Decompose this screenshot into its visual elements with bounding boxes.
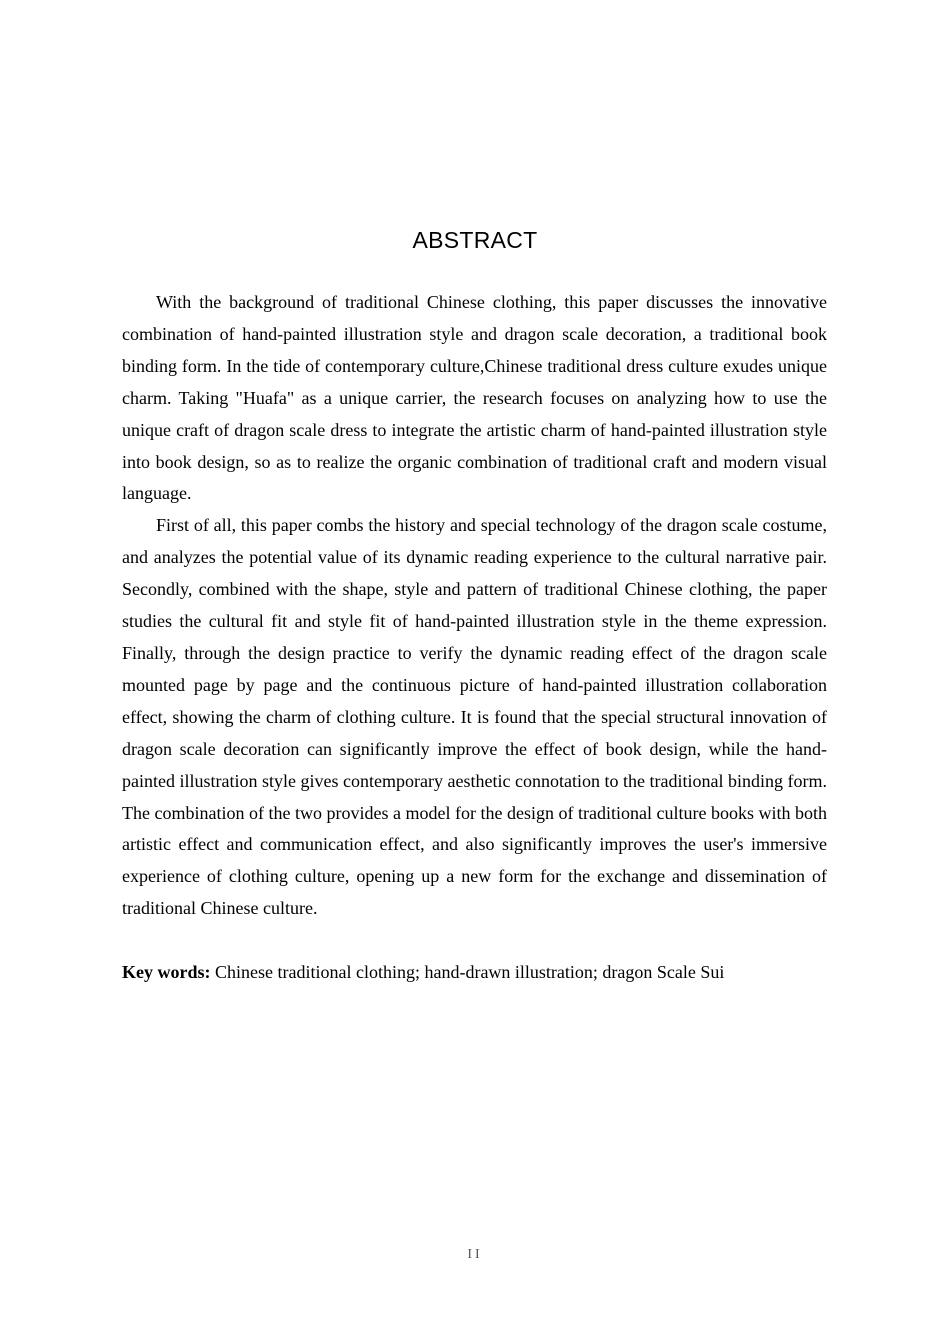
keywords-line: [122, 957, 827, 988]
abstract-paragraph-1: With the background of traditional Chinese clothing, this paper discusses the innovative combination of hand-painted illustration style and dragon scale decoration, a traditional book binding form. In the tide of contemporary culture,Chinese traditional dress culture exudes unique charm. Taking "Huafa" as a unique carrier, the research focuses on analyzing how to use the unique craft of dragon scale dress to integrate the artistic charm of hand-painted illustration style into book design, so as to realize the organic combination of traditional craft and modern visual language.: [122, 292, 827, 504]
page-number: II: [467, 1247, 483, 1262]
abstract-title: ABSTRACT: [412, 227, 538, 253]
abstract-body: [122, 287, 827, 925]
abstract-paragraph-2: First of all, this paper combs the history and special technology of the dragon scale costume, and analyzes the potential value of its dynamic reading experience to the cultural narrative pair. Secondly, combined with the shape, style and pattern of traditional Chinese clothing, the paper studies the cultural fit and style fit of hand-painted illustration style in the theme expression. Finally, through the design practice to verify the dynamic reading effect of the dragon scale mounted page by page and the continuous picture of hand-painted illustration collaboration effect, showing the charm of clothing culture. It is found that the special structural innovation of dragon scale decoration can significantly improve the effect of book design, while the hand-painted illustration style gives contemporary aesthetic connotation to the traditional binding form. The combination of the two provides a model for the design of traditional culture books with both artistic effect and communication effect, and also significantly improves the user's immersive experience of clothing culture, opening up a new form for the exchange and dissemination of traditional Chinese culture.: [122, 515, 827, 919]
keywords-label: Key words:: [122, 962, 211, 982]
keywords-text: Chinese traditional clothing; hand-drawn illustration; dragon Scale Sui: [210, 962, 725, 982]
